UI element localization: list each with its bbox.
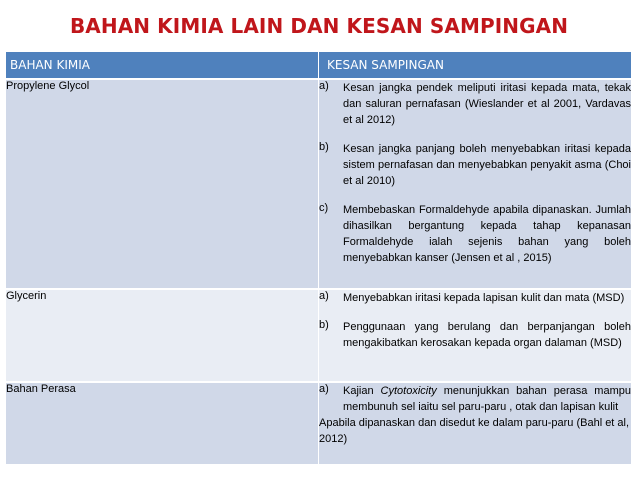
list-item: [319, 383, 631, 415]
item-label: b): [319, 319, 329, 331]
item-text: Kesan jangka panjang boleh menyebabkan iritasi kepada sistem pernafasan dan menyebabkan penyakit asma (Choi et al 2010): [343, 143, 631, 187]
item-text: Membebaskan Formaldehyde apabila dipanaskan. Jumlah dihasilkan bergantung kepada tahap kepanasan Formaldehyde ialah sejenis bahan yang boleh menyebabkan kanser (Jensen et al , 2015): [343, 204, 631, 264]
chemical-name: Bahan Perasa: [6, 382, 319, 465]
header-side-effects: KESAN SAMPINGAN: [319, 52, 632, 79]
item-label: b): [319, 141, 329, 153]
item-text: [343, 383, 631, 415]
side-effects-table: [6, 52, 631, 466]
item-label: a): [319, 290, 329, 302]
table-row: [6, 79, 631, 289]
item-text: Kesan jangka pendek meliputi iritasi kepada mata, tekak dan saluran pernafasan (Wieslander et al 2001, Vardavas et al 2012): [343, 82, 631, 126]
list-item: [319, 319, 631, 351]
item-label: a): [319, 383, 329, 395]
item-label: a): [319, 80, 329, 92]
page-title: BAHAN KIMIA LAIN DAN KESAN SAMPINGAN: [69, 14, 569, 38]
header-chemical: BAHAN KIMIA: [6, 52, 319, 79]
item-text: Menyebabkan iritasi kepada lapisan kulit dan mata (MSD): [343, 292, 625, 304]
list-item: [319, 202, 631, 266]
side-effects-cell: [319, 289, 632, 382]
item-text-emphasis: Cytotoxicity: [380, 385, 437, 397]
item-label: c): [319, 202, 329, 214]
note-text: Apabila dipanaskan dan disedut ke dalam paru-paru (Bahl et al, 2012): [319, 417, 630, 445]
item-text-post: menunjukkan bahan perasa mampu membunuh sel iaitu sel paru-paru , otak dan lapisan kulit: [343, 385, 631, 413]
table-header-row: [6, 52, 631, 79]
item-text-pre: Kajian: [343, 385, 381, 397]
list-item: [319, 80, 631, 128]
list-item: [319, 290, 631, 306]
side-effects-cell: [319, 382, 632, 465]
item-text: Penggunaan yang berulang dan berpanjangan boleh mengakibatkan kerosakan kepada organ dalaman (MSD): [343, 321, 631, 349]
side-effects-cell: [319, 79, 632, 289]
table-row: [6, 289, 631, 382]
chemical-name: Propylene Glycol: [6, 79, 319, 289]
table-row: [6, 382, 631, 465]
list-item: [319, 141, 631, 189]
chemical-name: Glycerin: [6, 289, 319, 382]
